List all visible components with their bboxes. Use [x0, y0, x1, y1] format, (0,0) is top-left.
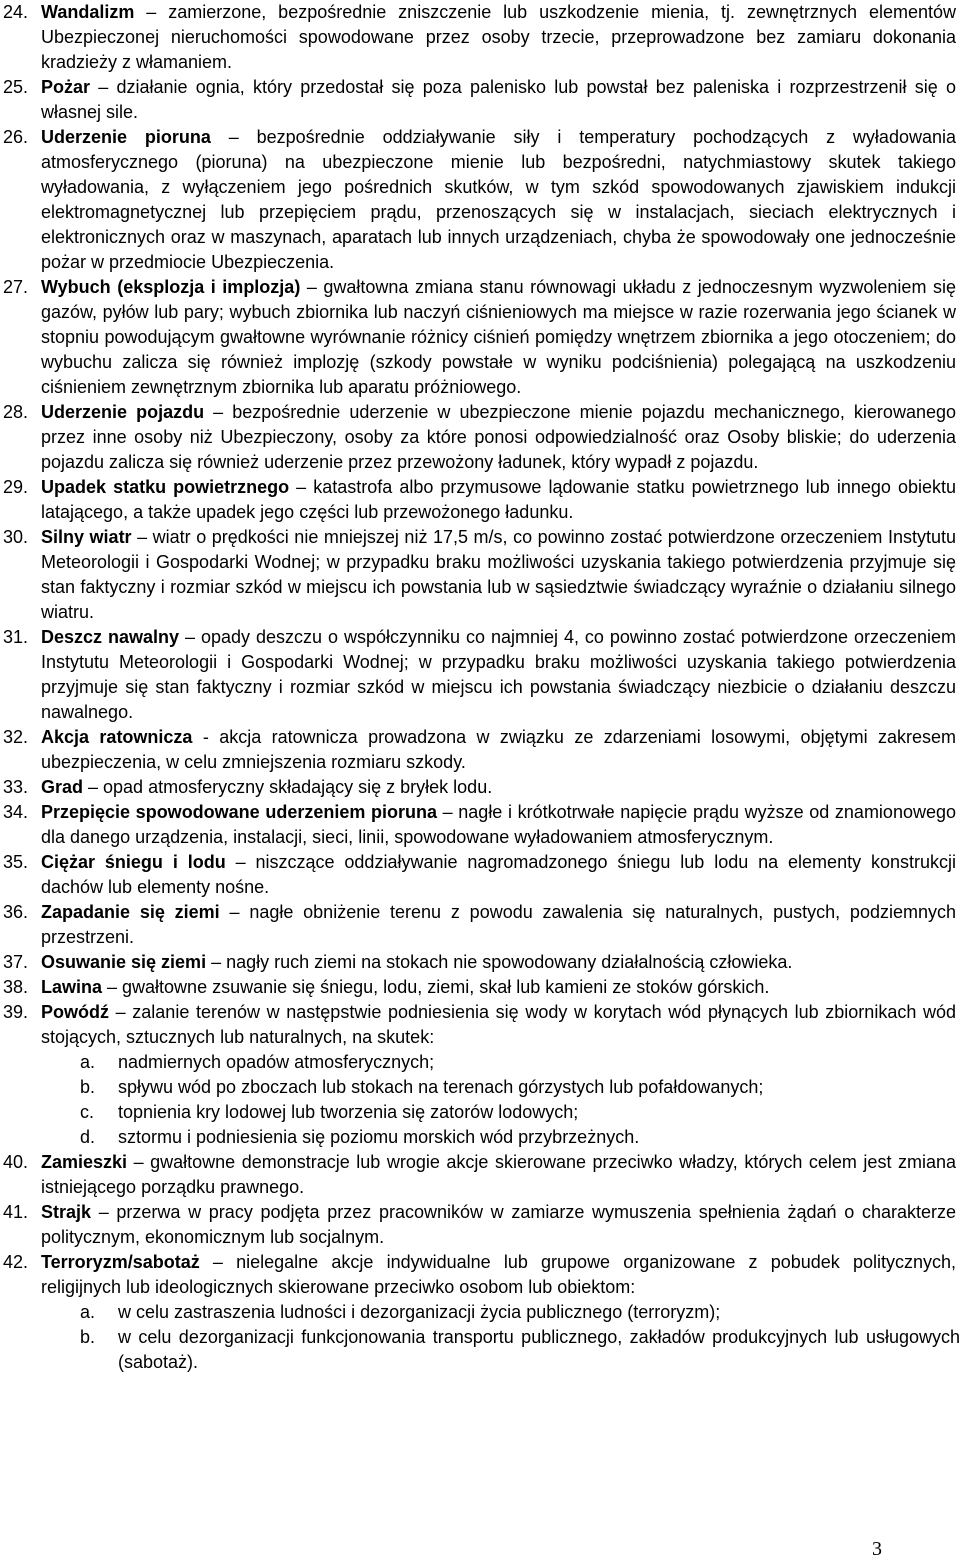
item-number: 39. — [3, 1002, 29, 1022]
sub-item — [0, 1300, 960, 1325]
sub-item — [0, 1125, 960, 1150]
item-text: – gwałtowne demonstracje lub wrogie akcje skierowane przeciwko władzy, których celem jest zmiana istniejącego porządku prawnego. — [41, 1152, 956, 1197]
definition-item — [0, 900, 960, 950]
item-term: Powódź — [41, 1002, 109, 1022]
definition-item — [0, 950, 960, 975]
item-number: 34. — [3, 802, 29, 822]
item-term: Strajk — [41, 1202, 92, 1222]
item-term: Terroryzm/sabotaż — [41, 1252, 200, 1272]
item-text: – gwałtowne zsuwanie się śniegu, lodu, ziemi, skał lub kamieni ze stoków górskich. — [102, 977, 770, 997]
item-term: Zamieszki — [41, 1152, 128, 1172]
item-text: – bezpośrednie oddziaływanie siły i temperatury pochodzących z wyładowania atmosferycznego (pioruna) na ubezpieczone mienie lub bezpośredni, natychmiastowy skutek takiego wyładowania, z wyłączeniem jego pośrednich skutków, w tym szkód spowodowanych zjawiskiem indukcji elektromagnetycznej lub przepięciem prądu, przenoszących się w instalacjach, sieciach elektrycznych i elektronicznych oraz w maszynach, aparatach lub innych urządzeniach, chyba że spowodowały one jednocześnie pożar w przedmiocie Ubezpieczenia. — [41, 127, 956, 272]
definition-item — [0, 975, 960, 1000]
item-text: – niszczące oddziaływanie nagromadzonego śniegu lub lodu na elementy konstrukcji dachów lub elementy nośne. — [41, 852, 956, 897]
definition-item — [0, 775, 960, 800]
item-text: – wiatr o prędkości nie mniejszej niż 17,5 m/s, co powinno zostać potwierdzone orzeczeniem Instytutu Meteorologii i Gospodarki Wodnej; w przypadku braku możliwości uzyskania takiego potwierdzenia przyjmuje się stan faktyczny i rozmiar szkód w miejscu ich powstania lub w sąsiedztwie świadczący wyraźnie o działaniu silnego wiatru. — [41, 527, 956, 622]
item-number: 35. — [3, 852, 29, 872]
item-term: Uderzenie pioruna — [41, 127, 211, 147]
definition-item — [0, 475, 960, 525]
item-text: – nagłe obniżenie terenu z powodu zawalenia się naturalnych, pustych, podziemnych przestrzeni. — [41, 902, 956, 947]
item-text: – działanie ognia, który przedostał się poza palenisko lub powstał bez paleniska i rozprzestrzenił się o własnej sile. — [41, 77, 956, 122]
item-number: 25. — [3, 77, 29, 97]
item-text: – nagły ruch ziemi na stokach nie spowodowany działalnością człowieka. — [206, 952, 793, 972]
item-number: 26. — [3, 127, 29, 147]
item-number: 31. — [3, 627, 29, 647]
item-number: 40. — [3, 1152, 29, 1172]
item-term: Pożar — [41, 77, 91, 97]
item-text: – gwałtowna zmiana stanu równowagi układu z jednoczesnym wyzwoleniem się gazów, pyłów lub pary; wybuch zbiornika lub naczyń ciśnieniowych ma miejsce w razie rozerwania jego ścianek w stopniu powodującym gwałtowne wyrównanie różnicy ciśnień pomiędzy wnętrzem zbiornika a jego otoczeniem; do wybuchu zalicza się również implozję (szkody powstałe w wyniku podciśnienia) polegającą na uszkodzeniu ciśnieniem zewnętrznym zbiornika lub aparatu próżniowego. — [41, 277, 956, 397]
item-number: 24. — [3, 2, 29, 22]
item-term: Zapadanie się ziemi — [41, 902, 220, 922]
item-number: 33. — [3, 777, 29, 797]
definition-item — [0, 625, 960, 725]
sub-item-letter: b. — [80, 1077, 96, 1097]
sub-item — [0, 1100, 960, 1125]
page-number: 3 — [872, 1538, 882, 1560]
item-term: Upadek statku powietrznego — [41, 477, 290, 497]
item-number: 36. — [3, 902, 29, 922]
item-text: - akcja ratownicza prowadzona w związku ze zdarzeniami losowymi, objętymi zakresem ubezpieczenia, w celu zmniejszenia rozmiaru szkody. — [41, 727, 956, 772]
sub-item-letter: d. — [80, 1127, 96, 1147]
definition-item — [0, 400, 960, 475]
definition-item — [0, 75, 960, 125]
sub-item — [0, 1325, 960, 1375]
item-term: Grad — [41, 777, 84, 797]
sub-item — [0, 1050, 960, 1075]
sub-item-text: spływu wód po zboczach lub stokach na terenach górzystych lub pofałdowanych; — [118, 1077, 764, 1097]
definition-item — [0, 0, 960, 75]
definition-item — [0, 800, 960, 850]
item-term: Lawina — [41, 977, 103, 997]
sub-item-text: w celu dezorganizacji funkcjonowania transportu publicznego, zakładów produkcyjnych lub usługowych (sabotaż). — [118, 1327, 960, 1372]
item-number: 32. — [3, 727, 29, 747]
item-term: Wandalizm — [41, 2, 135, 22]
sub-item-text: topnienia kry lodowej lub tworzenia się zatorów lodowych; — [118, 1102, 579, 1122]
sub-item-letter: a. — [80, 1302, 96, 1322]
definition-item — [0, 850, 960, 900]
sub-item-text: w celu zastraszenia ludności i dezorganizacji życia publicznego (terroryzm); — [118, 1302, 721, 1322]
item-number: 27. — [3, 277, 29, 297]
item-number: 41. — [3, 1202, 29, 1222]
sub-item-letter: c. — [80, 1102, 95, 1122]
sub-item — [0, 1075, 960, 1100]
item-term: Przepięcie spowodowane uderzeniem pioruna — [41, 802, 437, 822]
item-text: – katastrofa albo przymusowe lądowanie statku powietrznego lub innego obiektu latającego, a także upadek jego części lub przewożonego ładunku. — [41, 477, 956, 522]
sub-item-text: sztormu i podniesienia się poziomu morskich wód przybrzeżnych. — [118, 1127, 640, 1147]
sub-item-letter: b. — [80, 1327, 96, 1347]
item-number: 30. — [3, 527, 29, 547]
item-term: Deszcz nawalny — [41, 627, 180, 647]
item-number: 29. — [3, 477, 29, 497]
item-term: Osuwanie się ziemi — [41, 952, 207, 972]
item-term: Wybuch (eksplozja i implozja) — [41, 277, 301, 297]
item-number: 42. — [3, 1252, 29, 1272]
item-term: Ciężar śniegu i lodu — [41, 852, 226, 872]
item-number: 28. — [3, 402, 29, 422]
definition-item — [0, 125, 960, 275]
definition-item — [0, 275, 960, 400]
definition-item — [0, 1250, 960, 1300]
item-term: Uderzenie pojazdu — [41, 402, 205, 422]
item-text: – bezpośrednie uderzenie w ubezpieczone mienie pojazdu mechanicznego, kierowanego przez inne osoby niż Ubezpieczony, osoby za które ponosi odpowiedzialność oraz Osoby bliskie; do uderzenia pojazdu zalicza się również uderzenie przez przewożony ładunek, który wypadł z pojazdu. — [41, 402, 956, 472]
item-text: – nagłe i krótkotrwałe napięcie prądu wyższe od znamionowego dla danego urządzenia, instalacji, sieci, linii, spowodowane wyładowaniem atmosferycznym. — [41, 802, 956, 847]
item-text: – opady deszczu o współczynniku co najmniej 4, co powinno zostać potwierdzone orzeczeniem Instytutu Meteorologii i Gospodarki Wodnej; w przypadku braku możliwości uzyskania takiego potwierdzenia przyjmuje się stan faktyczny i rozmiar szkód w miejscu ich powstania świadczący niezbicie o działaniu deszczu nawalnego. — [41, 627, 956, 722]
item-number: 38. — [3, 977, 29, 997]
item-text: – nielegalne akcje indywidualne lub grupowe organizowane z pobudek politycznych, religijnych lub ideologicznych skierowane przeciwko osobom lub obiektom: — [41, 1252, 956, 1297]
definition-item — [0, 1200, 960, 1250]
definition-item — [0, 725, 960, 775]
item-text: – zamierzone, bezpośrednie zniszczenie lub uszkodzenie mienia, tj. zewnętrznych elementów Ubezpieczonej nieruchomości spowodowane przez osoby trzecie, przeprowadzone bez zamiaru dokonania kradzieży z włamaniem. — [41, 2, 956, 72]
item-number: 37. — [3, 952, 29, 972]
sub-item-letter: a. — [80, 1052, 96, 1072]
item-text: – przerwa w pracy podjęta przez pracowników w zamiarze wymuszenia spełnienia żądań o charakterze politycznym, ekonomicznym lub socjalnym. — [41, 1202, 956, 1247]
definition-item — [0, 525, 960, 625]
item-text: – opad atmosferyczny składający się z bryłek lodu. — [83, 777, 493, 797]
item-term: Silny wiatr — [41, 527, 132, 547]
definition-item — [0, 1150, 960, 1200]
sub-item-text: nadmiernych opadów atmosferycznych; — [118, 1052, 435, 1072]
item-term: Akcja ratownicza — [41, 727, 193, 747]
item-text: – zalanie terenów w następstwie podniesienia się wody w korytach wód płynących lub zbiornikach wód stojących, sztucznych lub naturalnych, na skutek: — [41, 1002, 956, 1047]
definition-item — [0, 1000, 960, 1050]
